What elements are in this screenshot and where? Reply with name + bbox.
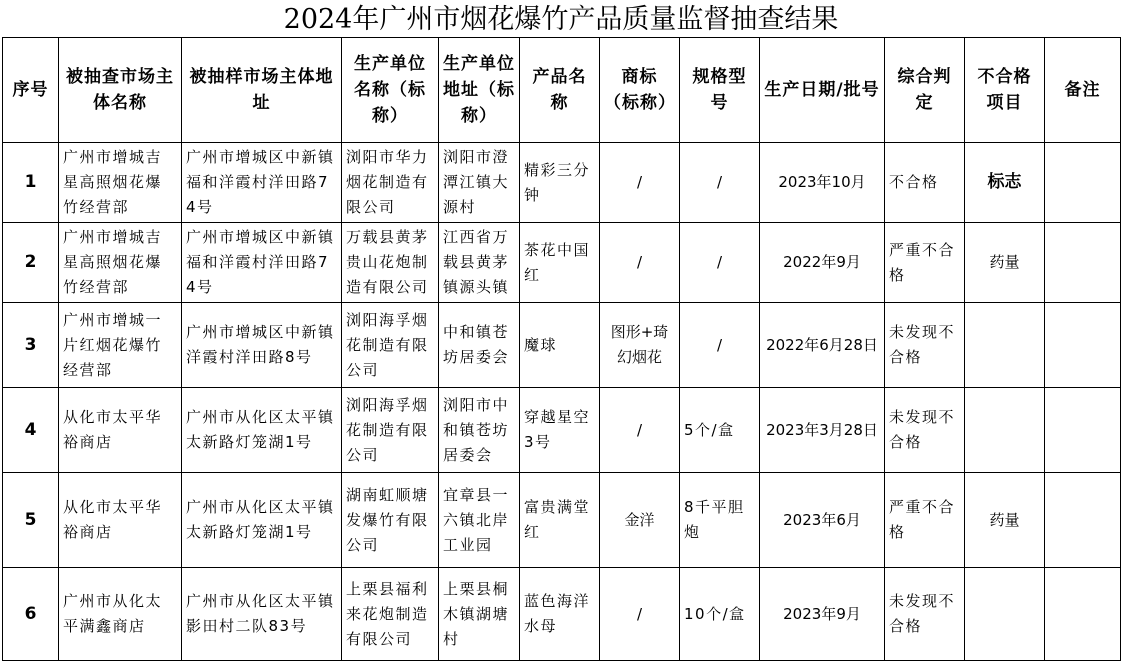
remarks bbox=[1045, 223, 1121, 303]
failed-item: 药量 bbox=[965, 223, 1045, 303]
market-entity-address: 广州市增城区中新镇洋霞村洋田路8号 bbox=[182, 303, 342, 388]
header-row bbox=[3, 38, 1121, 143]
production-date: 2023年3月28日 bbox=[760, 388, 885, 473]
manufacturer-name: 上栗县福利来花炮制造有限公司 bbox=[342, 568, 439, 661]
table-row bbox=[3, 568, 1121, 661]
results-table bbox=[2, 37, 1121, 661]
manufacturer-address: 江西省万载县黄茅镇源头镇 bbox=[439, 223, 520, 303]
row-index: 5 bbox=[3, 473, 59, 568]
production-date: 2023年6月 bbox=[760, 473, 885, 568]
header-cell: 生产单位地址（标称） bbox=[439, 38, 520, 143]
row-index: 3 bbox=[3, 303, 59, 388]
market-entity-address: 广州市从化区太平镇太新路灯笼湖1号 bbox=[182, 388, 342, 473]
header-cell: 被抽样市场主体地址 bbox=[182, 38, 342, 143]
market-entity-name: 从化市太平华裕商店 bbox=[59, 473, 182, 568]
product-name: 穿越星空3号 bbox=[520, 388, 600, 473]
production-date: 2023年9月 bbox=[760, 568, 885, 661]
market-entity-address: 广州市从化区太平镇太新路灯笼湖1号 bbox=[182, 473, 342, 568]
verdict: 未发现不合格 bbox=[885, 388, 965, 473]
manufacturer-address: 宜章县一六镇北岸工业园 bbox=[439, 473, 520, 568]
trademark: 图形+琦幻烟花 bbox=[600, 303, 680, 388]
header-cell: 产品名称 bbox=[520, 38, 600, 143]
spec-model: 10个/盒 bbox=[680, 568, 760, 661]
remarks bbox=[1045, 473, 1121, 568]
market-entity-name: 广州市增城吉星高照烟花爆竹经营部 bbox=[59, 223, 182, 303]
product-name: 精彩三分钟 bbox=[520, 143, 600, 223]
failed-item bbox=[965, 568, 1045, 661]
verdict: 不合格 bbox=[885, 143, 965, 223]
header-cell: 规格型号 bbox=[680, 38, 760, 143]
remarks bbox=[1045, 303, 1121, 388]
trademark: / bbox=[600, 223, 680, 303]
market-entity-name: 广州市增城吉星高照烟花爆竹经营部 bbox=[59, 143, 182, 223]
row-index: 1 bbox=[3, 143, 59, 223]
market-entity-name: 广州市增城一片红烟花爆竹经营部 bbox=[59, 303, 182, 388]
header-cell: 备注 bbox=[1045, 38, 1121, 143]
failed-item: 药量 bbox=[965, 473, 1045, 568]
verdict: 未发现不合格 bbox=[885, 303, 965, 388]
header-cell: 综合判定 bbox=[885, 38, 965, 143]
trademark: / bbox=[600, 568, 680, 661]
trademark: 金洋 bbox=[600, 473, 680, 568]
page-title: 2024年广州市烟花爆竹产品质量监督抽查结果 bbox=[283, 4, 839, 35]
remarks bbox=[1045, 143, 1121, 223]
header-cell: 序号 bbox=[3, 38, 59, 143]
remarks bbox=[1045, 388, 1121, 473]
header-cell: 生产日期/批号 bbox=[760, 38, 885, 143]
verdict: 未发现不合格 bbox=[885, 568, 965, 661]
product-name: 茶花中国红 bbox=[520, 223, 600, 303]
product-name: 蓝色海洋水母 bbox=[520, 568, 600, 661]
manufacturer-name: 浏阳海孚烟花制造有限公司 bbox=[342, 303, 439, 388]
header-cell: 不合格项目 bbox=[965, 38, 1045, 143]
verdict: 严重不合格 bbox=[885, 223, 965, 303]
row-index: 6 bbox=[3, 568, 59, 661]
table-row bbox=[3, 143, 1121, 223]
manufacturer-name: 浏阳市华力烟花制造有限公司 bbox=[342, 143, 439, 223]
manufacturer-address: 中和镇苍坊居委会 bbox=[439, 303, 520, 388]
failed-item bbox=[965, 303, 1045, 388]
product-name: 富贵满堂红 bbox=[520, 473, 600, 568]
failed-item bbox=[965, 388, 1045, 473]
remarks bbox=[1045, 568, 1121, 661]
header-cell: 商标（标称） bbox=[600, 38, 680, 143]
trademark: / bbox=[600, 388, 680, 473]
table-row bbox=[3, 473, 1121, 568]
trademark: / bbox=[600, 143, 680, 223]
manufacturer-name: 浏阳海孚烟花制造有限公司 bbox=[342, 388, 439, 473]
market-entity-name: 从化市太平华裕商店 bbox=[59, 388, 182, 473]
manufacturer-name: 湖南虹顺塘发爆竹有限公司 bbox=[342, 473, 439, 568]
spec-model: / bbox=[680, 143, 760, 223]
production-date: 2022年9月 bbox=[760, 223, 885, 303]
header-cell: 被抽查市场主体名称 bbox=[59, 38, 182, 143]
manufacturer-address: 浏阳市中和镇苍坊居委会 bbox=[439, 388, 520, 473]
row-index: 2 bbox=[3, 223, 59, 303]
manufacturer-address: 上栗县桐木镇湖塘村 bbox=[439, 568, 520, 661]
spec-model: / bbox=[680, 223, 760, 303]
manufacturer-address: 浏阳市澄潭江镇大源村 bbox=[439, 143, 520, 223]
market-entity-address: 广州市增城区中新镇福和洋霞村洋田路74号 bbox=[182, 223, 342, 303]
table-row bbox=[3, 223, 1121, 303]
verdict: 严重不合格 bbox=[885, 473, 965, 568]
spec-model: / bbox=[680, 303, 760, 388]
spec-model: 5个/盒 bbox=[680, 388, 760, 473]
market-entity-name: 广州市从化太平满鑫商店 bbox=[59, 568, 182, 661]
market-entity-address: 广州市增城区中新镇福和洋霞村洋田路74号 bbox=[182, 143, 342, 223]
product-name: 魔球 bbox=[520, 303, 600, 388]
table-row bbox=[3, 388, 1121, 473]
header-cell: 生产单位名称（标称） bbox=[342, 38, 439, 143]
table-row bbox=[3, 303, 1121, 388]
failed-item: 标志 bbox=[965, 143, 1045, 223]
manufacturer-name: 万载县黄茅贵山花炮制造有限公司 bbox=[342, 223, 439, 303]
spec-model: 8千平胆炮 bbox=[680, 473, 760, 568]
production-date: 2022年6月28日 bbox=[760, 303, 885, 388]
row-index: 4 bbox=[3, 388, 59, 473]
production-date: 2023年10月 bbox=[760, 143, 885, 223]
market-entity-address: 广州市从化区太平镇影田村二队83号 bbox=[182, 568, 342, 661]
